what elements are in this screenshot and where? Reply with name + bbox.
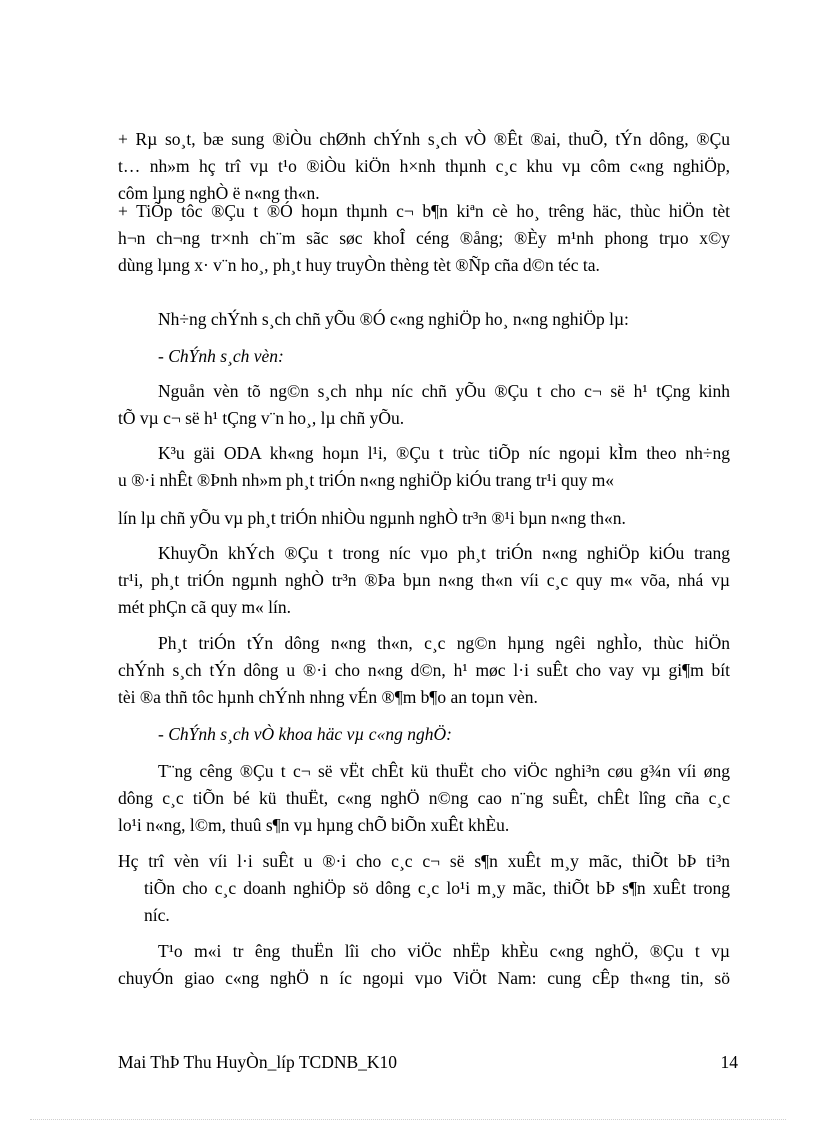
text-line: chÝnh s¸ch tÝn dông u ®·i cho n«ng d©n, h¹ møc l·i suÊt cho vay vµ gi¶m bít [118,660,730,680]
footer-author: Mai ThÞ Thu HuyÒn_líp TCDNB_K10 [118,1052,398,1072]
text-line: tr¹i, ph¸t triÓn ngµnh nghÒ tr³n ®Þa bµn n«ng th«n víi c¸c quy m« võa, nhá vµ [118,570,730,590]
text-line: chuyÓn giao c«ng nghÖ n íc ngoµi vµo ViÖt Nam: cung cÊp th«ng tin, sö [118,968,730,988]
section-heading: - ChÝnh s¸ch vèn: [158,346,284,366]
text-line: Ph¸t triÓn tÝn dông n«ng th«n, c¸c ng©n hµng ngêi nghÌo, thùc hiÖn [158,633,730,653]
paragraph-rural-credit [118,630,730,711]
page-bottom-divider [30,1119,786,1120]
text-line: K³u gäi ODA kh«ng hoµn l¹i, ®Çu t trùc tiÕp níc ngoµi kÌm theo nh÷ng [158,443,730,463]
text-line: Nh÷ng chÝnh s¸ch chñ yÕu ®Ó c«ng nghiÖp ho¸ n«ng nghiÖp lµ: [158,309,629,329]
text-line: mét phÇn cã quy m« lín. [118,597,292,617]
paragraph-domestic-investment [118,540,730,621]
text-line: lín lµ chñ yÕu vµ ph¸t triÓn nhiÒu ngµnh nghÒ tr³n ®¹i bµn n«ng th«n. [118,508,626,528]
text-line: tiÕn cho c¸c doanh nghiÖp sö dông c¸c lo¹i m¸y mãc, thiÕt bÞ s¶n xuÊt trong [144,878,730,898]
text-line: + TiÕp tôc ®Çu t ®Ó hoµn thµnh c¬ b¶n kiªn cè ho¸ trêng häc, thùc hiÖn tèt [118,201,730,221]
text-line: t… nh»m hç trî vµ t¹o ®iÒu kiÖn h×nh thµnh c¸c khu vµ côm c«ng nghiÖp, [118,156,730,176]
text-line: + Rµ so¸t, bæ sung ®iÒu chØnh chÝnh s¸ch vÒ ®Êt ®ai, thuÕ, tÝn dông, ®Çu [118,129,730,149]
paragraph-technology-transfer [118,938,730,992]
paragraph-oda [118,440,730,494]
text-line: KhuyÕn khÝch ®Çu t trong níc vµo ph¸t triÓn n«ng nghiÖp kiÓu trang [158,543,730,563]
text-line: côm lµng nghÒ ë n«ng th«n. [118,183,320,203]
text-line: tèi ®a thñ tôc hµnh chÝnh nhng vÉn ®¶m b¶o an toµn vèn. [118,687,538,707]
text-line: dông c¸c tiÕn bé kü thuËt, c«ng nghÖ n©ng cao n¨ng suÊt, chÊt lîng cña c¸c [118,788,730,808]
paragraph-land-tax-credit [118,126,730,207]
text-line: Nguån vèn tõ ng©n s¸ch nhµ níc chñ yÕu ®Çu t cho c¬ së h¹ tÇng kinh [158,381,730,401]
heading-science-technology-policy [118,721,730,748]
text-line: tÕ vµ c¬ së h¹ tÇng v¨n ho¸, lµ chñ yÕu. [118,408,405,428]
heading-capital-policy [118,343,730,370]
footer-page-number: 14 [720,1052,738,1072]
text-line: Hç trî vèn víi l·i suÊt u ®·i cho c¸c c¬ së s¶n xuÊt m¸y mãc, thiÕt bÞ ti³n [118,851,730,871]
text-line: h¬n ch¬ng tr×nh ch¨m sãc søc khoÎ céng ®ång; ®Èy m¹nh phong trµo x©y [118,228,730,248]
text-line: T¹o m«i tr êng thuËn lîi cho viÖc nhËp khÈu c«ng nghÖ, ®Çu t vµ [158,941,730,961]
text-line: dùng lµng x· v¨n ho¸, ph¸t huy truyÒn thèng tèt ®Ñp cña d©n téc ta. [118,255,600,275]
text-line: níc. [144,905,170,925]
section-heading: - ChÝnh s¸ch vÒ khoa häc vµ c«ng nghÖ: [158,724,452,744]
paragraph-schools-health [118,198,730,279]
paragraph-research-investment [118,758,730,839]
text-line: u ®·i nhÊt ®Þnh nh»m ph¸t triÓn n«ng nghiÖp kiÓu trang tr¹i quy m« [118,470,615,490]
text-line: lo¹i n«ng, l©m, thuû s¶n vµ hµng chÕ biÕn xuÊt khÈu. [118,815,510,835]
paragraph-machinery-support [118,848,730,929]
paragraph-state-budget [118,378,730,432]
text-line: T¨ng cêng ®Çu t c¬ së vËt chÊt kü thuËt cho viÖc nghi³n cøu g¾n víi øng [158,761,730,781]
paragraph-policies-intro [118,306,730,333]
paragraph-large-scale [118,505,730,532]
